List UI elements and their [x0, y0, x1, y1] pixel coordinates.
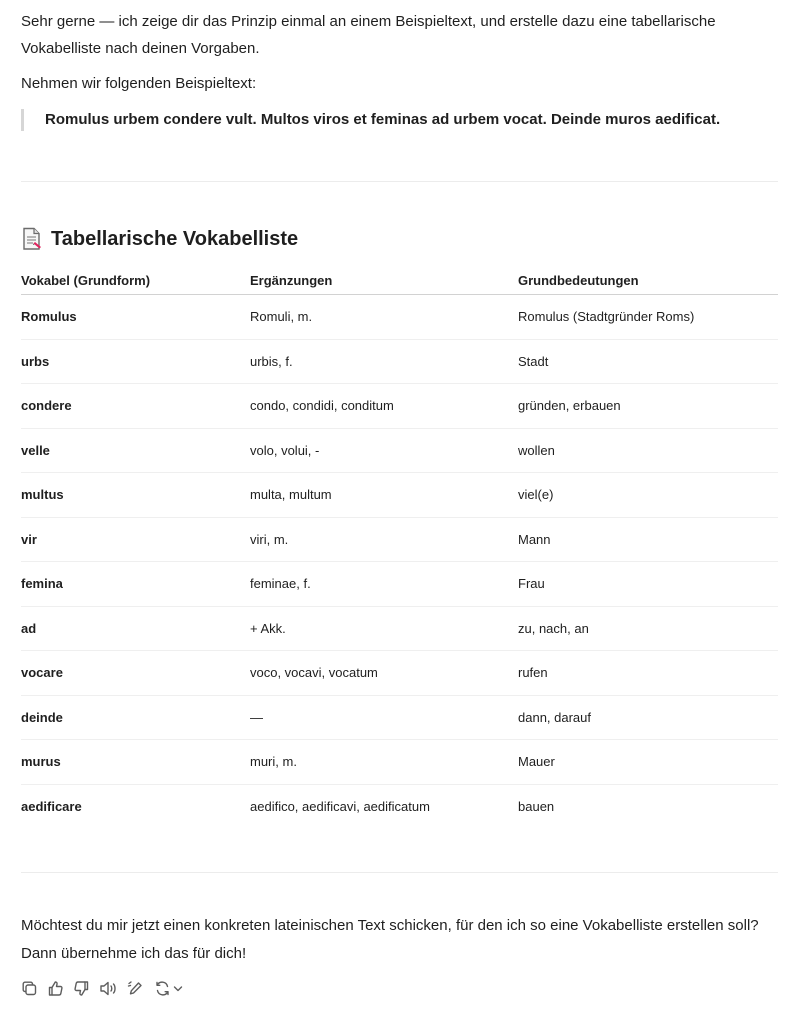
cell-vokabel: Romulus: [21, 295, 250, 340]
copy-button[interactable]: [21, 978, 38, 998]
section-heading: [21, 226, 778, 252]
cell-ergaenzungen: voco, vocavi, vocatum: [250, 651, 518, 696]
cell-bedeutung: zu, nach, an: [518, 606, 778, 651]
table-row: [21, 428, 778, 473]
cell-ergaenzungen: urbis, f.: [250, 339, 518, 384]
cell-vokabel: femina: [21, 562, 250, 607]
cell-ergaenzungen: —: [250, 695, 518, 740]
cell-bedeutung: viel(e): [518, 473, 778, 518]
copy-icon: [21, 980, 38, 997]
regenerate-button[interactable]: [154, 978, 171, 998]
divider: [21, 872, 778, 873]
cell-ergaenzungen: + Akk.: [250, 606, 518, 651]
edit-icon: [127, 980, 145, 997]
cell-vokabel: velle: [21, 428, 250, 473]
cell-bedeutung: Romulus (Stadtgründer Roms): [518, 295, 778, 340]
cell-bedeutung: bauen: [518, 798, 555, 814]
cell-bedeutung: gründen, erbauen: [518, 384, 778, 429]
table-row: [21, 295, 778, 340]
divider: [21, 181, 778, 182]
intro-paragraph: Sehr gerne — ich zeige dir das Prinzip einmal an einem Beispieltext, und erstelle dazu eine tabellarische Vokabelliste nach deinen Vorgaben.: [21, 13, 716, 57]
example-blockquote: Romulus urbem condere vult. Multos viros et feminas ad urbem vocat. Deinde muros aedificat.: [21, 109, 778, 131]
chevron-down-icon: [173, 980, 183, 997]
cell-vokabel: urbs: [21, 339, 250, 384]
speaker-icon: [99, 980, 118, 997]
table-row: [21, 562, 778, 607]
table-row: [21, 339, 778, 384]
cell-ergaenzungen: muri, m.: [250, 740, 518, 785]
thumbs-down-button[interactable]: [73, 978, 90, 998]
column-header-ergaenzungen: Ergänzungen: [250, 266, 518, 295]
column-header-vokabel: Vokabel (Grundform): [21, 266, 250, 295]
cell-ergaenzungen: feminae, f.: [250, 562, 518, 607]
thumbs-down-icon: [73, 980, 90, 997]
thumbs-up-icon: [47, 980, 64, 997]
table-row: [21, 784, 778, 828]
read-aloud-button[interactable]: [99, 978, 118, 998]
outro-paragraph: Möchtest du mir jetzt einen konkreten lateinischen Text schicken, für den ich so eine Vokabelliste erstellen soll? Dann übernehme ich das für dich!: [21, 917, 759, 962]
regenerate-icon: [154, 980, 171, 997]
cell-bedeutung: dann, darauf: [518, 695, 778, 740]
cell-bedeutung: rufen: [518, 651, 778, 696]
message-actions: [21, 978, 778, 998]
table-row: [21, 695, 778, 740]
model-dropdown-button[interactable]: [173, 978, 183, 998]
table-row: [21, 384, 778, 429]
cell-ergaenzungen: condo, condidi, conditum: [250, 384, 518, 429]
cell-ergaenzungen: multa, multum: [250, 473, 518, 518]
document-icon: [21, 227, 43, 251]
cell-ergaenzungen: viri, m.: [250, 517, 518, 562]
cell-vokabel: murus: [21, 740, 250, 785]
table-header-row: [21, 266, 778, 295]
cell-vokabel: vir: [21, 517, 250, 562]
table-row: [21, 740, 778, 785]
cell-vokabel: ad: [21, 606, 250, 651]
cell-vokabel: vocare: [21, 651, 250, 696]
cell-bedeutung: Frau: [518, 562, 778, 607]
cell-bedeutung: Mann: [518, 517, 778, 562]
table-row: [21, 651, 778, 696]
cell-ergaenzungen: Romuli, m.: [250, 295, 518, 340]
cell-vokabel: aedificare: [21, 798, 82, 814]
cell-bedeutung: Stadt: [518, 339, 778, 384]
table-row: [21, 473, 778, 518]
cell-ergaenzungen: volo, volui, -: [250, 428, 518, 473]
thumbs-up-button[interactable]: [47, 978, 64, 998]
cell-vokabel: deinde: [21, 695, 250, 740]
edit-button[interactable]: [127, 978, 145, 998]
table-row: [21, 606, 778, 651]
cell-vokabel: condere: [21, 384, 250, 429]
cell-vokabel: multus: [21, 473, 250, 518]
vocab-table: [21, 266, 778, 828]
assistant-message: [21, 0, 778, 998]
column-header-bedeutungen: Grundbedeutungen: [518, 266, 778, 295]
example-label: Nehmen wir folgenden Beispieltext:: [21, 75, 257, 92]
cell-bedeutung: Mauer: [518, 740, 778, 785]
section-title: Tabellarische Vokabelliste: [51, 227, 299, 250]
table-row: [21, 517, 778, 562]
cell-ergaenzungen: aedifico, aedificavi, aedificatum: [250, 798, 430, 814]
cell-bedeutung: wollen: [518, 428, 778, 473]
